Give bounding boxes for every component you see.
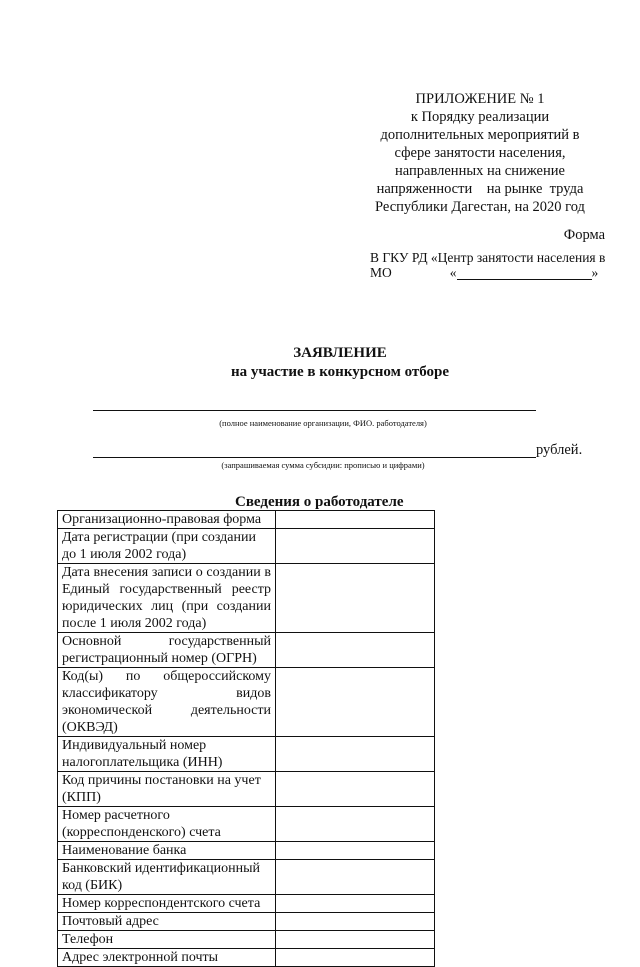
row-value-cell[interactable]: [276, 949, 435, 967]
rubles-label: рублей.: [536, 442, 583, 458]
row-label: Код причины постановки на учет (КПП): [58, 772, 276, 807]
row-label: Индивидуальный номер налогоплательщика (ИНН): [58, 737, 276, 772]
org-name-caption: (полное наименование организации, ФИО. работодателя): [219, 418, 427, 428]
row-value-cell[interactable]: [276, 633, 435, 668]
row-value-cell[interactable]: [276, 931, 435, 949]
row-value-cell[interactable]: [276, 807, 435, 842]
row-label: Почтовый адрес: [58, 913, 276, 931]
row-label: Банковский идентификационный код (БИК): [58, 860, 276, 895]
row-label: Наименование банка: [58, 842, 276, 860]
table-row: [58, 529, 435, 564]
row-value-cell[interactable]: [276, 842, 435, 860]
subsidy-sum-field[interactable]: [93, 457, 536, 458]
appendix-line: Республики Дагестан, на 2020 год: [375, 199, 585, 215]
subsidy-sum-caption: (запрашиваемая сумма субсидии: прописью и цифрами): [221, 460, 425, 470]
row-value-cell[interactable]: [276, 668, 435, 737]
row-label: Адрес электронной почты: [58, 949, 276, 967]
table-row: [58, 895, 435, 913]
employer-info-table: [57, 510, 435, 967]
appendix-line: к Порядку реализации: [410, 109, 550, 125]
row-label: Дата внесения записи о создании в Единый государственный реестр юридических лиц (при создании после 1 июля 2002 года): [58, 564, 276, 633]
row-value-cell[interactable]: [276, 529, 435, 564]
appendix-line: ПРИЛОЖЕНИЕ № 1: [415, 91, 545, 107]
mo-label: МО: [370, 265, 392, 280]
table-row: [58, 737, 435, 772]
title-sub: на участие в конкурсном отборе: [230, 364, 450, 380]
appendix-line: сфере занятости населения,: [394, 145, 566, 161]
row-value-cell[interactable]: [276, 737, 435, 772]
table-row: [58, 842, 435, 860]
row-value-cell[interactable]: [276, 564, 435, 633]
appendix-line: напряженности на рынке труда: [376, 181, 584, 197]
row-label: Основной государственный регистрационный номер (ОГРН): [58, 633, 276, 668]
table-row: [58, 633, 435, 668]
org-name-field[interactable]: [93, 410, 536, 411]
appendix-line: дополнительных мероприятий в: [380, 127, 580, 143]
table-row: [58, 511, 435, 529]
row-label: Дата регистрации (при создании до 1 июля 2002 года): [58, 529, 276, 564]
form-label: Форма: [563, 227, 605, 243]
section-title: Сведения о работодателе: [235, 494, 404, 510]
row-label: Телефон: [58, 931, 276, 949]
open-quote: «: [449, 265, 457, 280]
row-value-cell[interactable]: [276, 511, 435, 529]
row-label: Организационно-правовая форма: [58, 511, 276, 529]
table-row: [58, 772, 435, 807]
close-quote: »: [591, 265, 599, 280]
table-row: [58, 931, 435, 949]
title-main: ЗАЯВЛЕНИЕ: [293, 345, 387, 361]
mo-name-field[interactable]: [457, 265, 592, 280]
table-row: [58, 807, 435, 842]
addressee-line: В ГКУ РД «Центр занятости населения в: [370, 250, 606, 265]
row-value-cell[interactable]: [276, 913, 435, 931]
document-title: [150, 344, 530, 382]
addressee-block: [370, 250, 610, 280]
table-row: [58, 949, 435, 967]
addressee-mo-line: [370, 265, 610, 280]
row-value-cell[interactable]: [276, 895, 435, 913]
row-value-cell[interactable]: [276, 772, 435, 807]
row-label: Номер корреспондентского счета: [58, 895, 276, 913]
table-row: [58, 564, 435, 633]
table-row: [58, 913, 435, 931]
row-label: Номер расчетного (корреспонденского) счета: [58, 807, 276, 842]
row-label: Код(ы) по общероссийскому классификатору видов экономической деятельности (ОКВЭД): [58, 668, 276, 737]
row-value-cell[interactable]: [276, 860, 435, 895]
table-row: [58, 860, 435, 895]
table-row: [58, 668, 435, 737]
appendix-line: направленных на снижение: [395, 163, 565, 179]
appendix-header: [355, 90, 605, 216]
